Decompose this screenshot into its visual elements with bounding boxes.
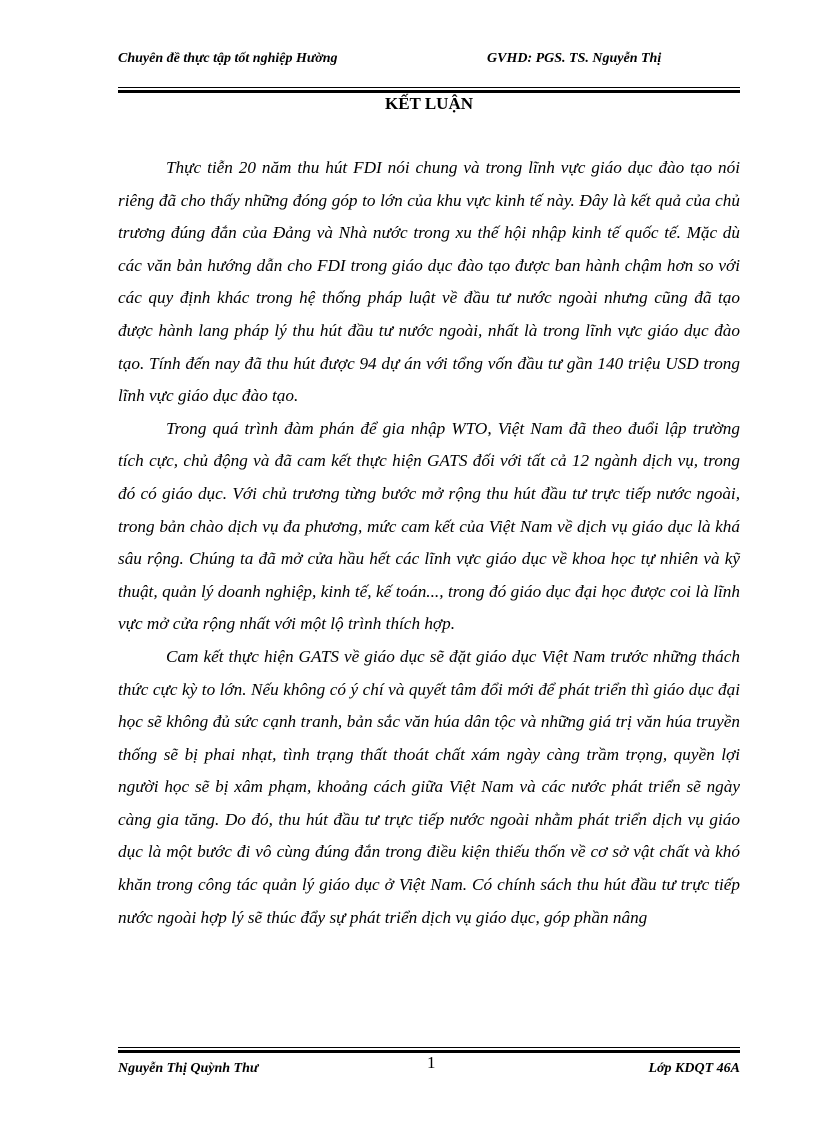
header-rule (118, 87, 740, 88)
paragraph-2: Trong quá trình đàm phán để gia nhập WTO, Việt Nam đã theo đuổi lập trường tích cực, chủ động và đã cam kết thực hiện GATS đối với tất cả 12 ngành dịch vụ, trong đó có giáo dục. Với chủ trương từng bước mở rộng thu hút đầu tư trực tiếp nước ngoài, trong bản chào dịch vụ đa phương, mức cam kết của Việt Nam về dịch vụ giáo dục là khá sâu rộng. Chúng ta đã mở cửa hầu hết các lĩnh vực giáo dục về khoa học tự nhiên và kỹ thuật, quản lý doanh nghiệp, kinh tế, kế toán..., trong đó giáo dục đại học được coi là lĩnh vực mở cửa rộng nhất với một lộ trình thích hợp. (118, 418, 740, 634)
footer-rule (118, 1047, 740, 1048)
page-header (118, 48, 740, 88)
paragraph-1: Thực tiễn 20 năm thu hút FDI nói chung và trong lĩnh vực giáo dục đào tạo nói riêng đã cho thấy những đóng góp to lớn của khu vực kinh tế này. Đây là kết quả của chủ trương đúng đắn của Đảng và Nhà nước trong xu thế hội nhập kinh tế quốc tế. Mặc dù các văn bản hướng dẫn cho FDI trong giáo dục đào tạo được ban hành chậm hơn so với các quy định khác trong hệ thống pháp luật về đầu tư nước ngoài nhưng cũng đã tạo được hành lang pháp lý thu hút đầu tư nước ngoài, nhất là trong lĩnh vực giáo dục đào tạo. Tính đến nay đã thu hút được 94 dự án với tổng vốn đầu tư gần 140 triệu USD trong lĩnh vực giáo dục đào tạo. (118, 158, 740, 406)
body-text (118, 152, 740, 934)
page-title: KẾT LUẬN (384, 94, 473, 113)
page-footer (118, 1053, 740, 1080)
header-document-type: Chuyên đề thực tập tốt nghiệp Hường (118, 51, 338, 66)
footer-author: Nguyễn Thị Quỳnh Thư (118, 1061, 259, 1076)
page-number: 1 (427, 1053, 436, 1072)
paragraph-3: Cam kết thực hiện GATS về giáo dục sẽ đặt giáo dục Việt Nam trước những thách thức cực kỳ to lớn. Nếu không có ý chí và quyết tâm đổi mới để phát triển thì giáo dục đại học sẽ không đủ sức cạnh tranh, bản sắc văn húa dân tộc và những giá trị văn húa truyền thống sẽ bị phai nhạt, tình trạng thất thoát chất xám ngày càng trầm trọng, quyền lợi người học sẽ bị xâm phạm, khoảng cách giữa Việt Nam và các nước phát triển sẽ ngày càng gia tăng. Do đó, thu hút đầu tư trực tiếp nước ngoài nhằm phát triển dịch vụ giáo dục là một bước đi vô cùng đúng đắn trong điều kiện thiếu thốn về cơ sở vật chất và khó khăn trong công tác quản lý giáo dục ở Việt Nam. Có chính sách thu hút đầu tư trực tiếp nước ngoài hợp lý sẽ thúc đẩy sự phát triển dịch vụ giáo dục, góp phần nâng (118, 646, 740, 927)
header-supervisor: GVHD: PGS. TS. Nguyễn Thị (487, 51, 662, 66)
footer-class: Lớp KDQT 46A (648, 1061, 740, 1076)
